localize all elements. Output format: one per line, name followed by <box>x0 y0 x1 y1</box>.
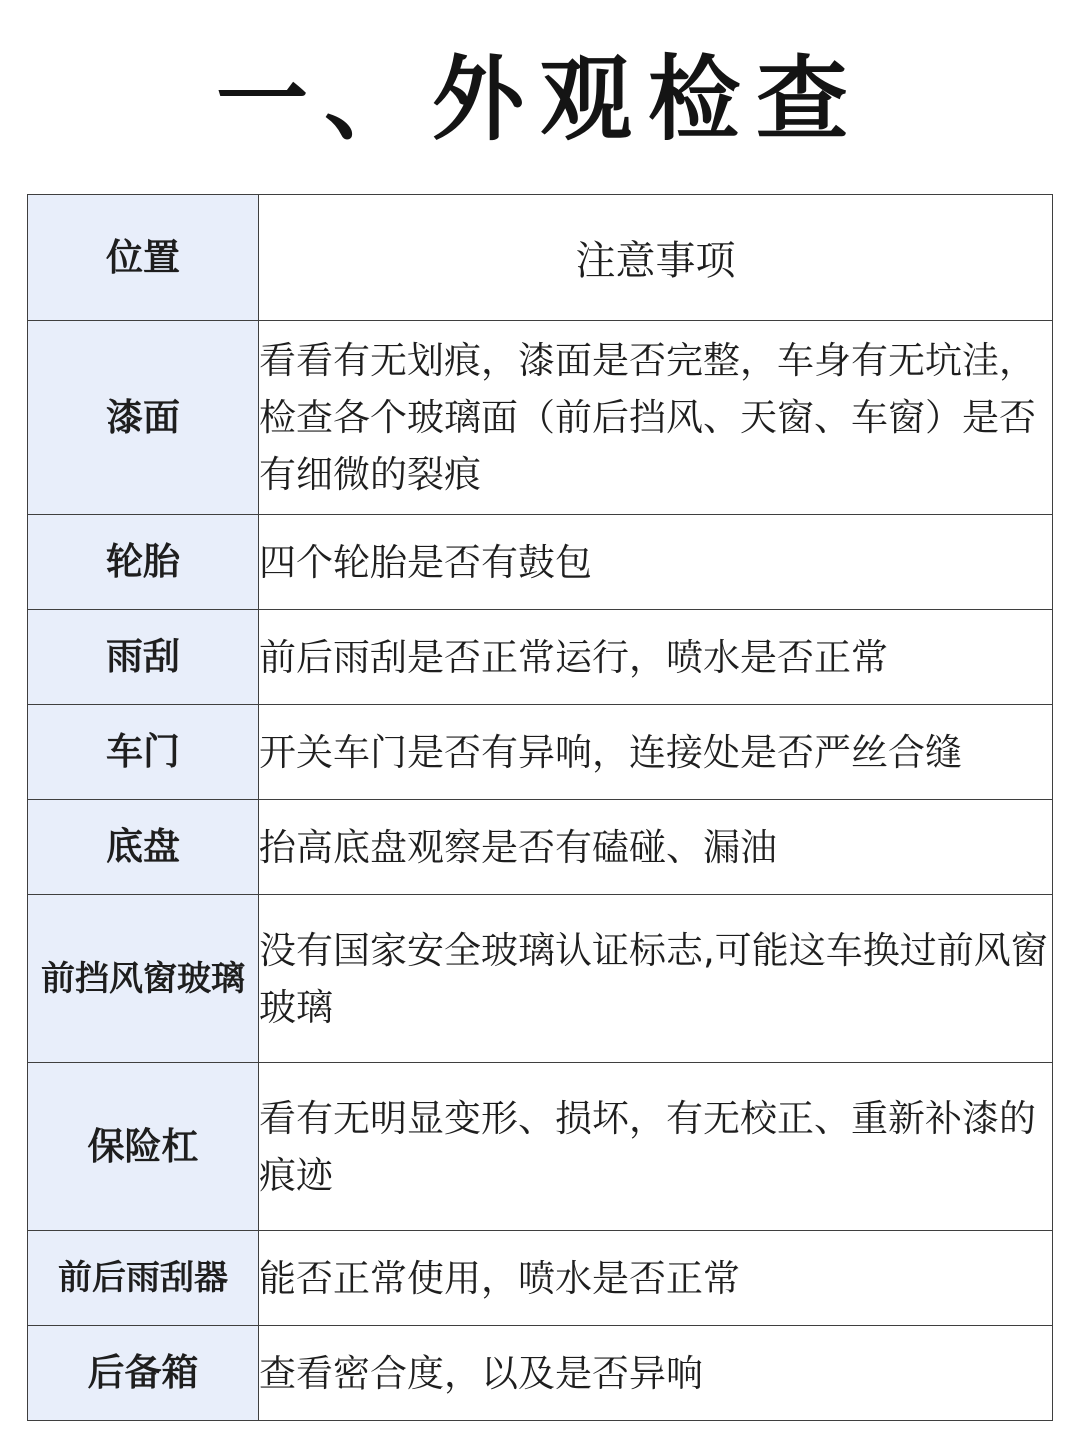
table-row <box>28 1063 1053 1231</box>
row-note: 四个轮胎是否有鼓包 <box>259 515 1053 610</box>
row-position: 前后雨刮器 <box>28 1231 259 1326</box>
row-position: 雨刮 <box>28 610 259 705</box>
row-note: 查看密合度，以及是否异响 <box>259 1326 1053 1421</box>
table-row <box>28 895 1053 1063</box>
table-row <box>28 610 1053 705</box>
page-title: 一、外观检查 <box>215 45 864 153</box>
table-row <box>28 321 1053 515</box>
table-row <box>28 1231 1053 1326</box>
row-note: 看有无明显变形、损坏，有无校正、重新补漆的痕迹 <box>259 1063 1053 1231</box>
header-notes: 注意事项 <box>259 195 1053 321</box>
table-row <box>28 1326 1053 1421</box>
row-note: 抬高底盘观察是否有磕碰、漏油 <box>259 800 1053 895</box>
row-note: 能否正常使用，喷水是否正常 <box>259 1231 1053 1326</box>
row-note: 前后雨刮是否正常运行，喷水是否正常 <box>259 610 1053 705</box>
header-position: 位置 <box>28 195 259 321</box>
row-note: 没有国家安全玻璃认证标志,可能这车换过前风窗玻璃 <box>259 895 1053 1063</box>
row-position: 后备箱 <box>28 1326 259 1421</box>
table-header-row <box>28 195 1053 321</box>
row-position: 保险杠 <box>28 1063 259 1231</box>
row-position: 底盘 <box>28 800 259 895</box>
table-row <box>28 800 1053 895</box>
row-position: 车门 <box>28 705 259 800</box>
row-position: 轮胎 <box>28 515 259 610</box>
table-row <box>28 705 1053 800</box>
inspection-table <box>27 194 1053 1421</box>
row-position: 前挡风窗玻璃 <box>28 895 259 1063</box>
row-position: 漆面 <box>28 321 259 515</box>
row-note: 开关车门是否有异响，连接处是否严丝合缝 <box>259 705 1053 800</box>
table-row <box>28 515 1053 610</box>
row-note: 看看有无划痕，漆面是否完整，车身有无坑洼，检查各个玻璃面（前后挡风、天窗、车窗）是否有细微的裂痕 <box>259 321 1053 515</box>
